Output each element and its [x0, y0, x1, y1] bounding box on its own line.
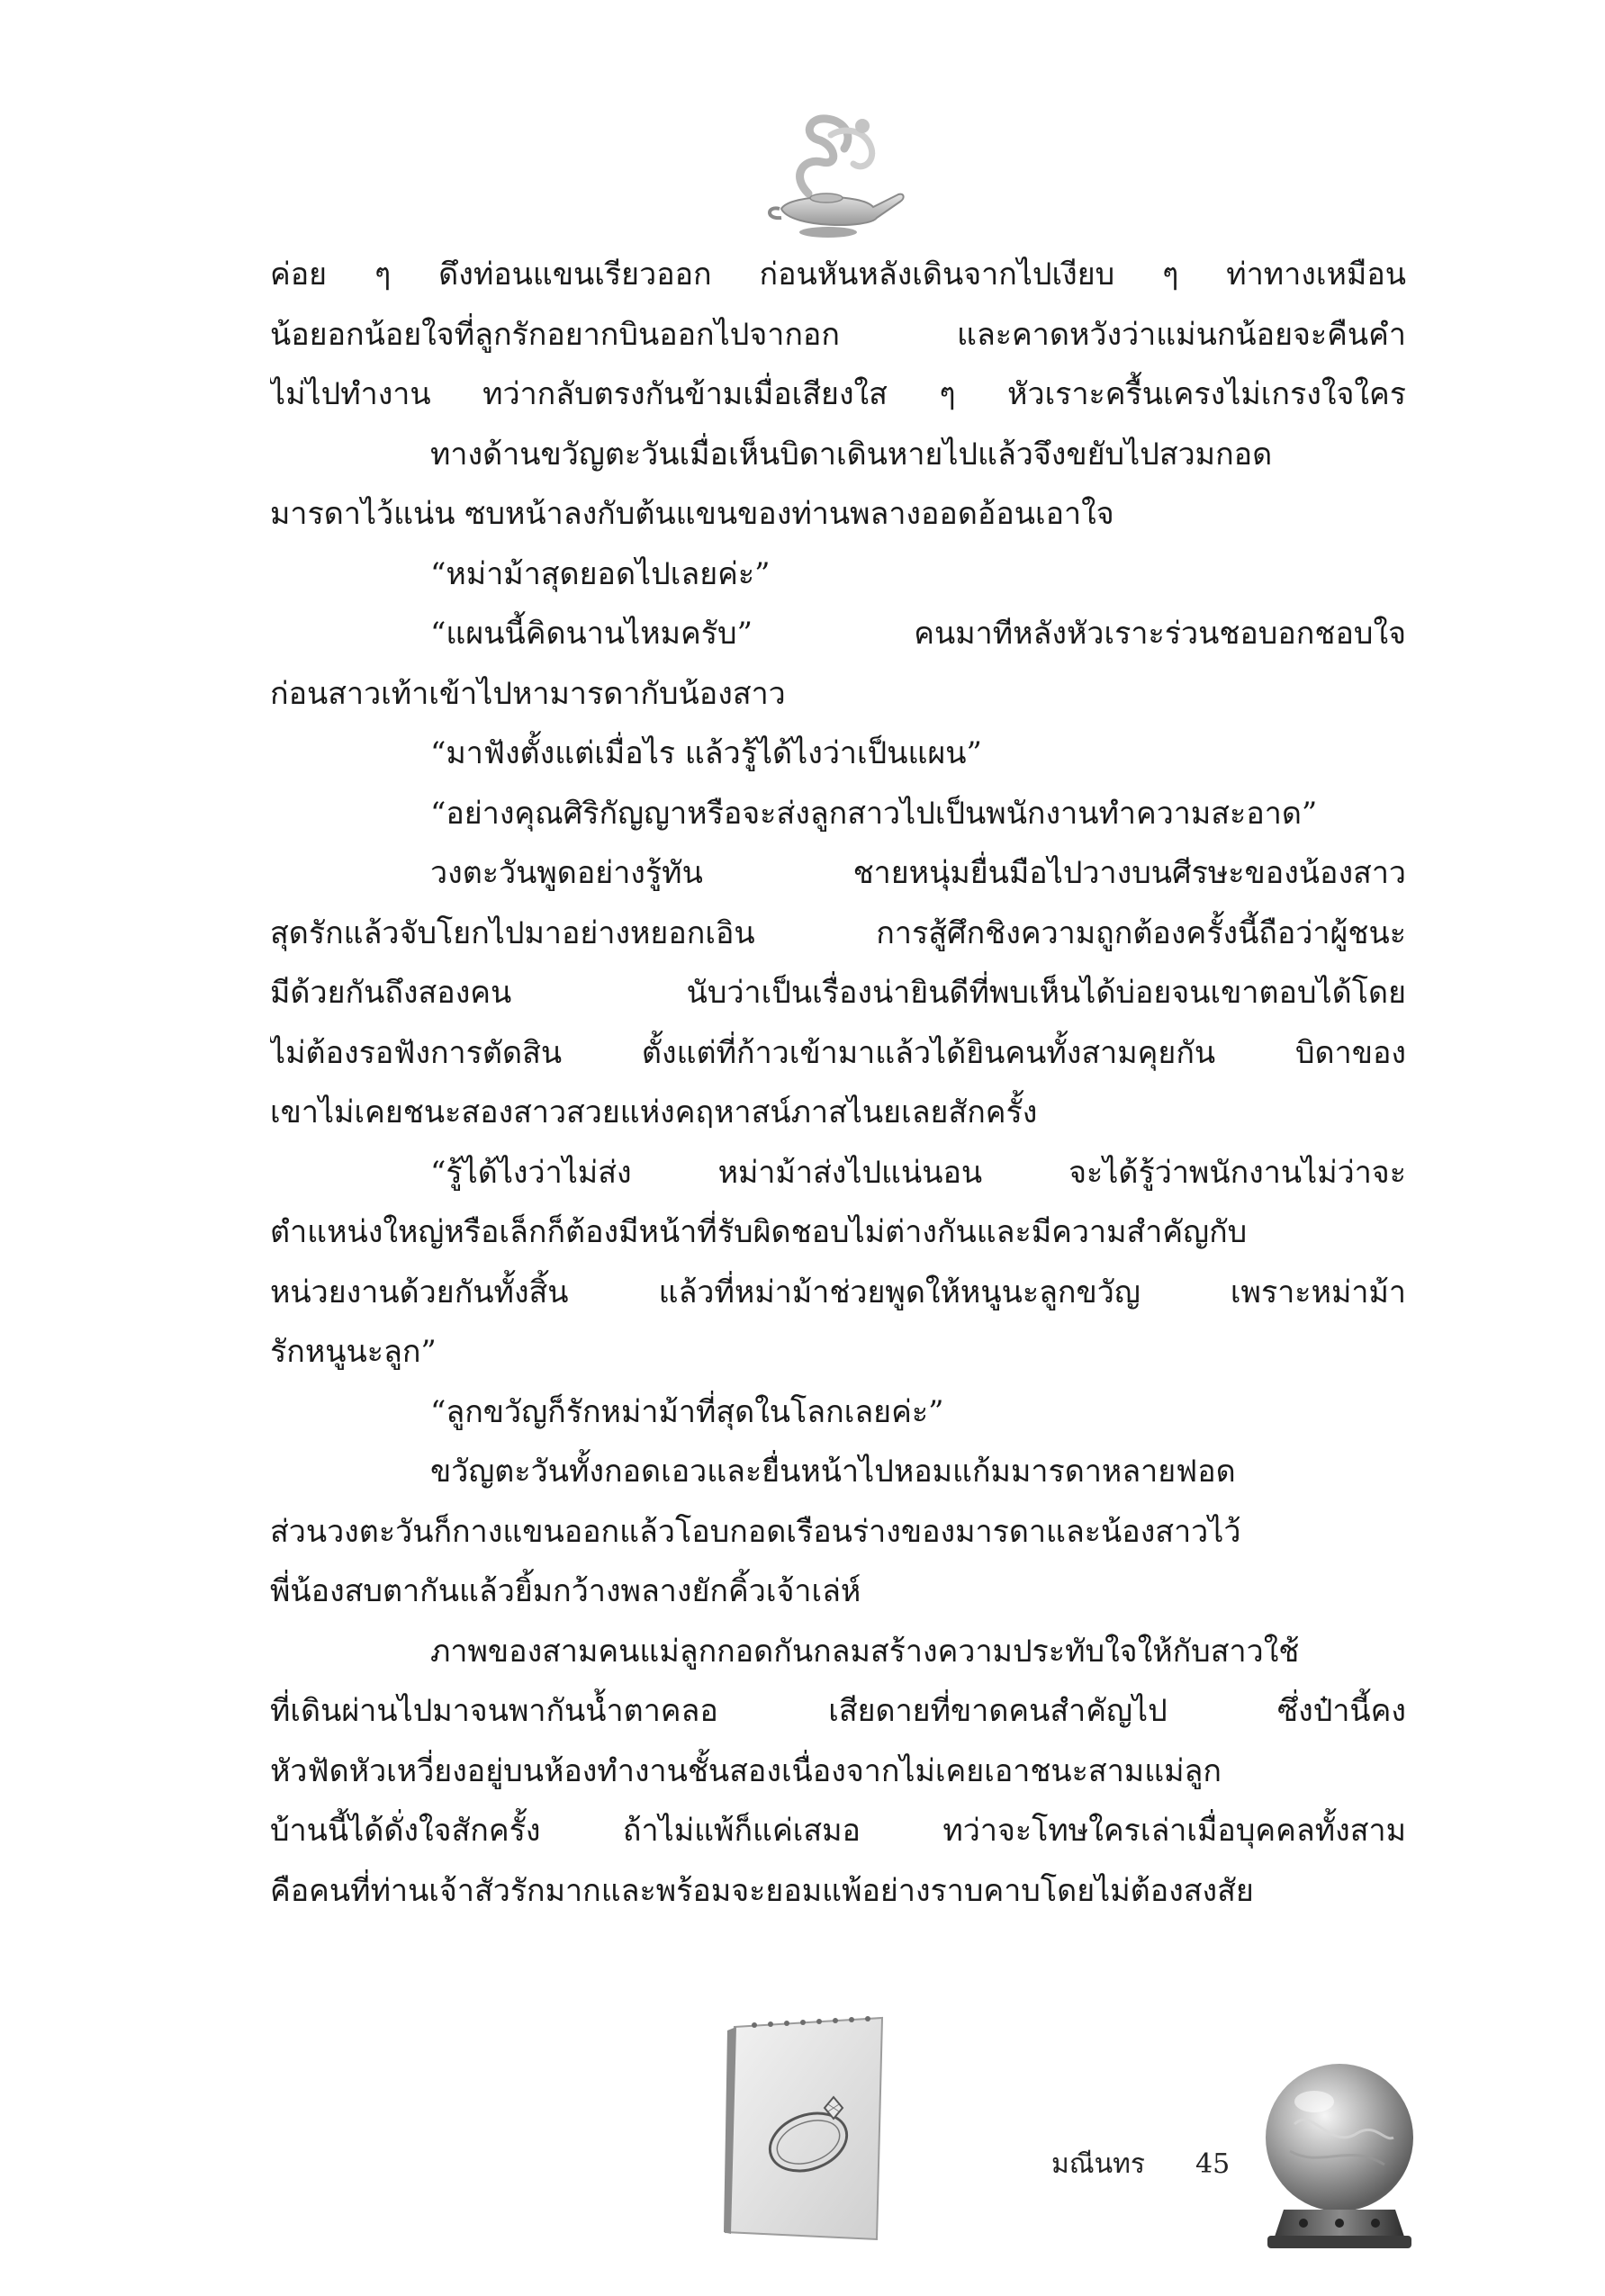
text-line: หัวฟัดหัวเหวี่ยงอยู่บนห้องทำงานชั้นสองเนื่องจากไม่เคยเอาชนะสามแม่ลูก [270, 1752, 1222, 1789]
text-line: พี่น้องสบตากันแล้วยิ้มกว้างพลางยักคิ้วเจ้าเล่ห์ [270, 1573, 861, 1609]
body-text [270, 245, 1406, 1921]
notebook-ring-icon [718, 2007, 889, 2250]
text-line: “แผนนี้คิดนานไหมครับ” คนมาทีหลังหัวเราะร่วนชอบอกชอบใจ [430, 616, 1406, 652]
text-line: น้อยอกน้อยใจที่ลูกรักอยากบินออกไปจากอก และคาดหวังว่าแม่นกน้อยจะคืนคำ [270, 316, 1406, 353]
text-line: “รู้ได้ไงว่าไม่ส่ง หม่าม้าส่งไปแน่นอน จะได้รู้ว่าพนักงานไม่ว่าจะ [430, 1154, 1406, 1191]
text-line: สุดรักแล้วจับโยกไปมาอย่างหยอกเอิน การสู้ศึกชิงความถูกต้องครั้งนี้ถือว่าผู้ชนะ [270, 914, 1406, 951]
text-line: ก่อนสาวเท้าเข้าไปหามารดากับน้องสาว [270, 675, 786, 712]
author-name: มณีนทร [1051, 2148, 1146, 2180]
text-line: ทางด้านขวัญตะวันเมื่อเห็นบิดาเดินหายไปแล้วจึงขยับไปสวมกอด [430, 436, 1273, 473]
text-line: มารดาไว้แน่น ซบหน้าลงกับต้นแขนของท่านพลางออดอ้อนเอาใจ [270, 496, 1114, 532]
magic-lamp-icon [754, 108, 916, 243]
text-line: “มาฟังตั้งแต่เมื่อไร แล้วรู้ได้ไงว่าเป็นแผน” [430, 735, 982, 771]
text-line: รักหนูนะลูก” [270, 1334, 437, 1370]
text-line: ไม่ต้องรอฟังการตัดสิน ตั้งแต่ที่ก้าวเข้ามาแล้วได้ยินคนทั้งสามคุยกัน บิดาของ [270, 1034, 1406, 1071]
text-line: “อย่างคุณศิริกัญญาหรือจะส่งลูกสาวไปเป็นพนักงานทำความสะอาด” [430, 795, 1318, 832]
text-line: ตำแหน่งใหญ่หรือเล็กก็ต้องมีหน้าที่รับผิดชอบไม่ต่างกันและมีความสำคัญกับ [270, 1214, 1248, 1250]
text-line: มีด้วยกันถึงสองคน นับว่าเป็นเรื่องน่ายินดีที่พบเห็นได้บ่อยจนเขาตอบได้โดย [270, 975, 1406, 1011]
text-line: บ้านนี้ได้ดั่งใจสักครั้ง ถ้าไม่แพ้ก็แค่เสมอ ทว่าจะโทษใครเล่าเมื่อบุคคลทั้งสาม [270, 1813, 1406, 1849]
text-line: คือคนที่ท่านเจ้าสัวรักมากและพร้อมจะยอมแพ้อย่างราบคาบโดยไม่ต้องสงสัย [270, 1872, 1254, 1909]
text-line: เขาไม่เคยชนะสองสาวสวยแห่งคฤหาสน์ภาสไนยเลยสักครั้ง [270, 1094, 1038, 1130]
text-line: ที่เดินผ่านไปมาจนพากันน้ำตาคลอ เสียดายที่ขาดคนสำคัญไป ซึ่งป๋านี้คง [270, 1693, 1406, 1729]
text-line: วงตะวันพูดอย่างรู้ทัน ชายหนุ่มยื่นมือไปวางบนศีรษะของน้องสาว [430, 855, 1406, 891]
text-line: ภาพของสามคนแม่ลูกกอดกันกลมสร้างความประทับใจให้กับสาวใช้ [430, 1633, 1300, 1670]
text-line: “ลูกขวัญก็รักหม่าม้าที่สุดในโลกเลยค่ะ” [430, 1393, 944, 1430]
text-line: ไม่ไปทำงาน ทว่ากลับตรงกันข้ามเมื่อเสียงใส ๆ หัวเราะครื้นเครงไม่เกรงใจใคร [270, 376, 1406, 412]
text-line: ส่วนวงตะวันก็กางแขนออกแล้วโอบกอดเรือนร่างของมารดาและน้องสาวไว้ [270, 1513, 1241, 1550]
text-line: หน่วยงานด้วยกันทั้งสิ้น แล้วที่หม่าม้าช่วยพูดให้หนูนะลูกขวัญ เพราะหม่าม้า [270, 1274, 1406, 1310]
text-line: ค่อย ๆ ดึงท่อนแขนเรียวออก ก่อนหันหลังเดินจากไปเงียบ ๆ ท่าทางเหมือน [270, 257, 1406, 293]
page-number: 45 [1195, 2148, 1231, 2180]
crystal-ball-icon [1249, 2052, 1429, 2259]
text-line: “หม่าม้าสุดยอดไปเลยค่ะ” [430, 555, 771, 592]
text-line: ขวัญตะวันทั้งกอดเอวและยื่นหน้าไปหอมแก้มมารดาหลายฟอด [430, 1454, 1236, 1490]
